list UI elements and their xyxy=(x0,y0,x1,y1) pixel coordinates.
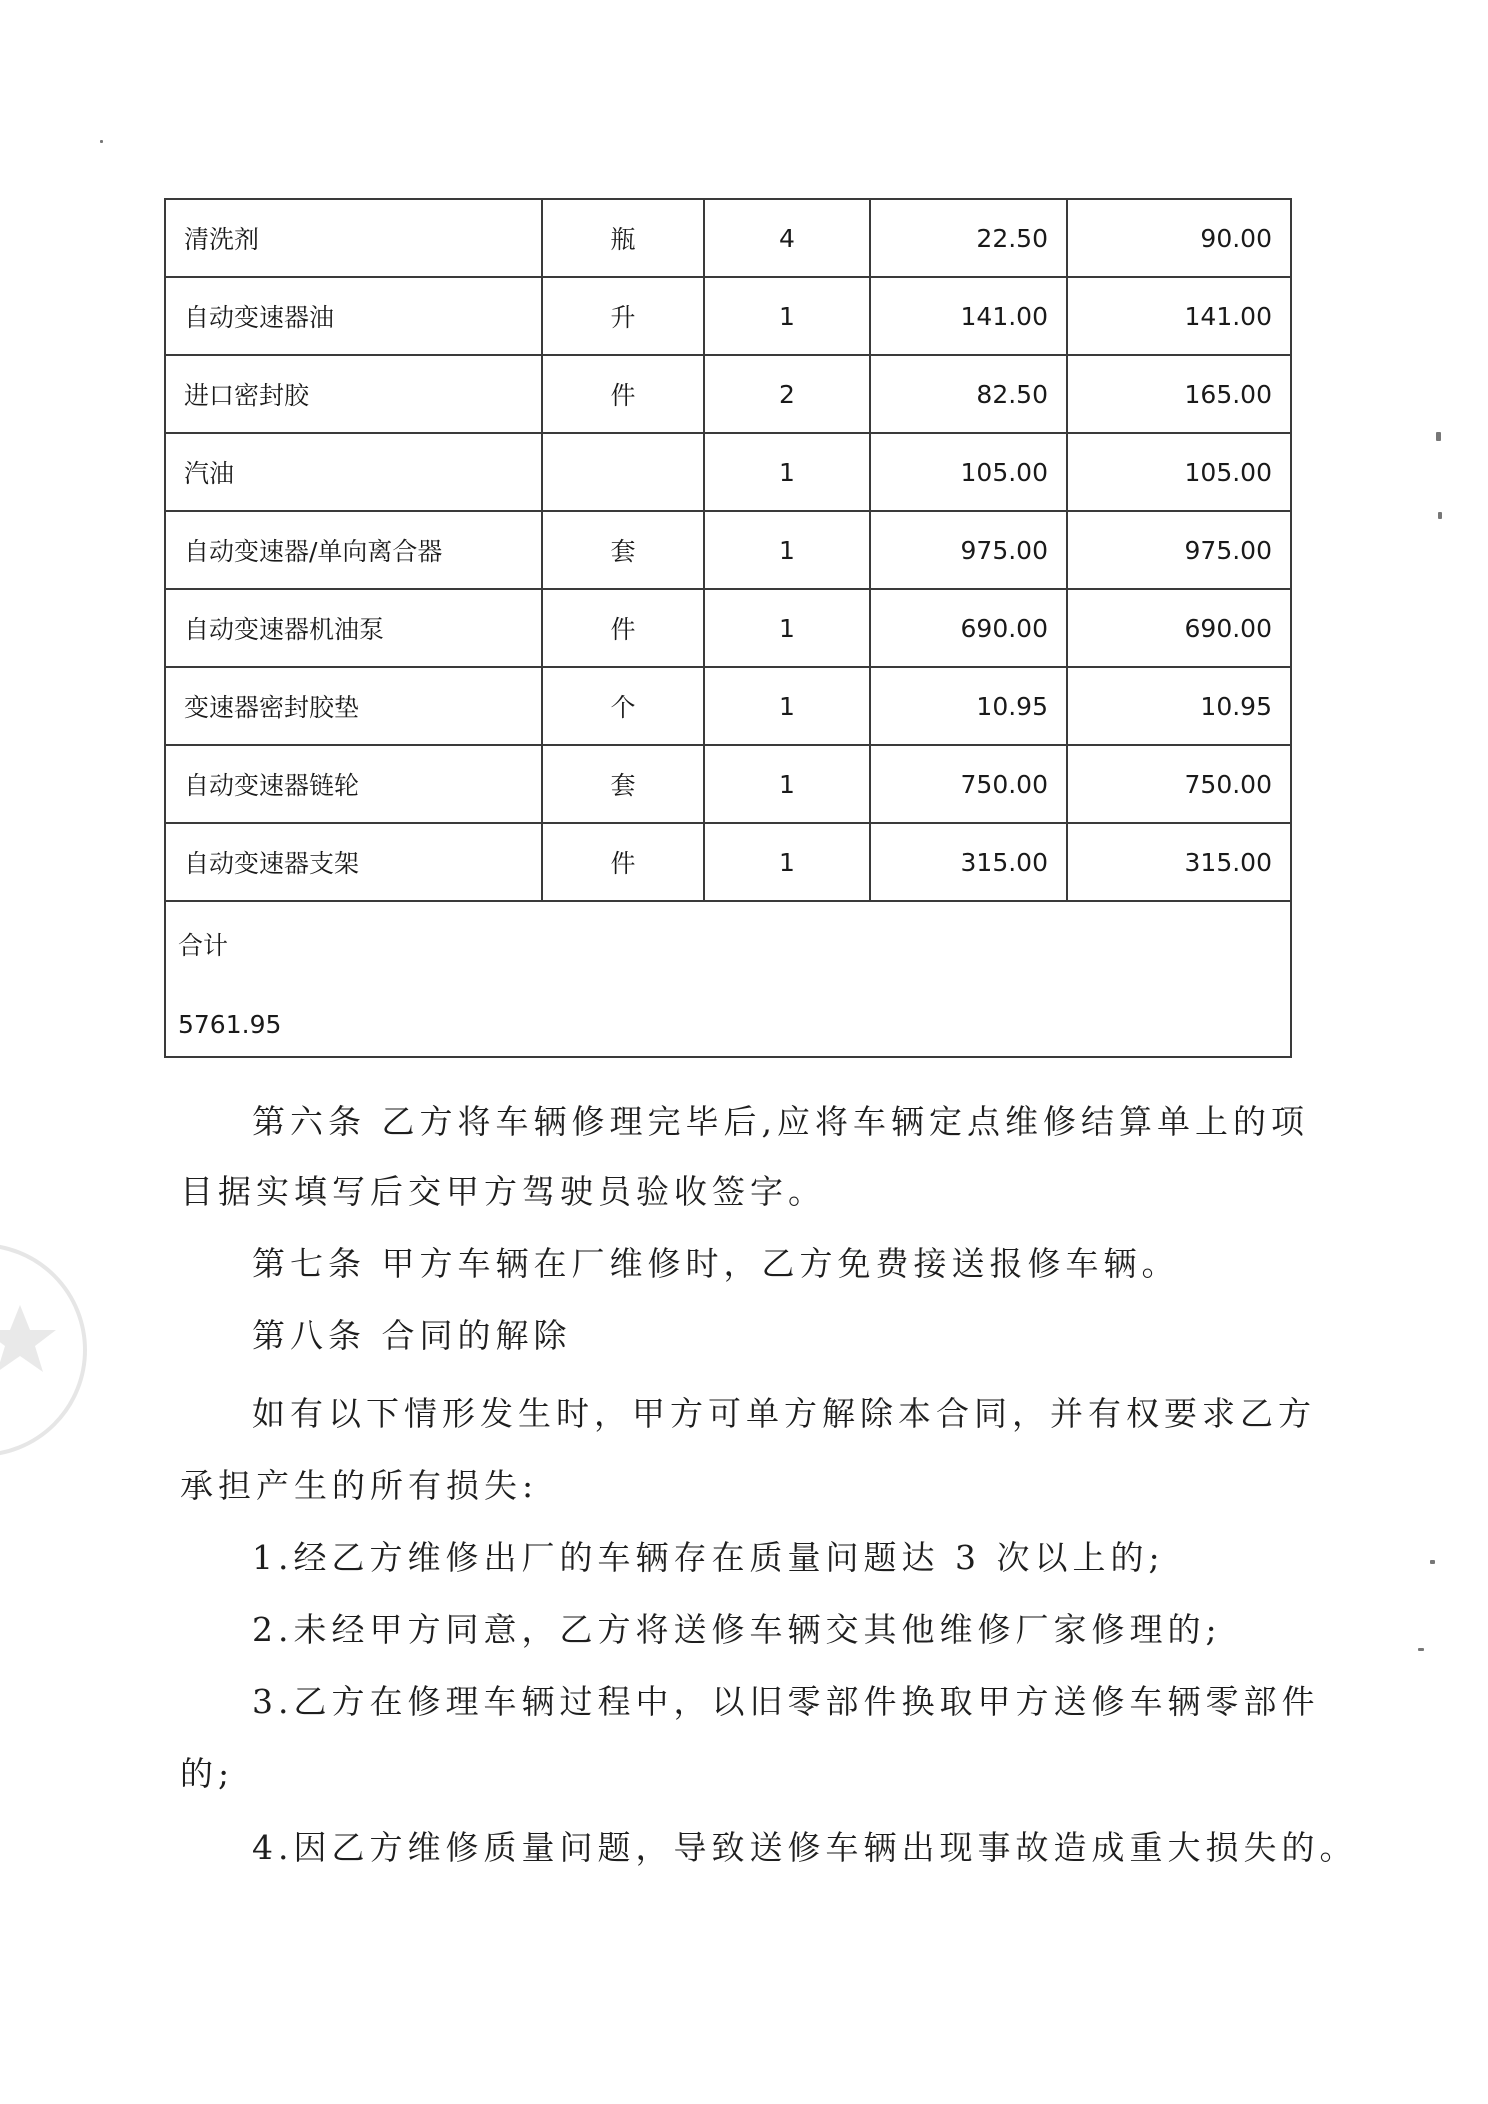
paragraph-article-8-heading: 第八条 合同的解除 xyxy=(252,1316,572,1355)
cell-amount: 141.00 xyxy=(1067,277,1291,355)
cell-name: 汽油 xyxy=(165,433,542,511)
cell-unit: 件 xyxy=(542,823,704,901)
cell-qty: 1 xyxy=(704,433,870,511)
paragraph-termination-intro-line-2: 承担产生的所有损失: xyxy=(180,1466,539,1505)
scan-speck xyxy=(1438,512,1442,519)
paragraph-condition-4: 4.因乙方维修质量问题，导致送修车辆出现事故造成重大损失的。 xyxy=(252,1828,1358,1867)
cell-name: 自动变速器支架 xyxy=(165,823,542,901)
cell-qty: 1 xyxy=(704,823,870,901)
total-cell xyxy=(165,901,1291,1057)
paragraph-condition-3-line-2: 的; xyxy=(180,1754,235,1793)
scan-speck xyxy=(1436,432,1441,441)
table-row xyxy=(165,277,1291,355)
cell-unit: 瓶 xyxy=(542,199,704,277)
table-row xyxy=(165,823,1291,901)
paragraph-article-6-line-1: 第六条 乙方将车辆修理完毕后,应将车辆定点维修结算单上的项 xyxy=(252,1102,1309,1141)
cell-name: 自动变速器链轮 xyxy=(165,745,542,823)
table-row xyxy=(165,199,1291,277)
cell-unit: 个 xyxy=(542,667,704,745)
paragraph-article-7: 第七条 甲方车辆在厂维修时，乙方免费接送报修车辆。 xyxy=(252,1244,1180,1283)
cell-unit: 套 xyxy=(542,745,704,823)
paragraph-condition-1: 1.经乙方维修出厂的车辆存在质量问题达 3 次以上的; xyxy=(252,1538,1165,1577)
total-row xyxy=(165,901,1291,1057)
table-row xyxy=(165,433,1291,511)
table-row xyxy=(165,667,1291,745)
cell-qty: 1 xyxy=(704,667,870,745)
cell-price: 10.95 xyxy=(870,667,1067,745)
cell-qty: 1 xyxy=(704,277,870,355)
table-row xyxy=(165,589,1291,667)
cell-price: 141.00 xyxy=(870,277,1067,355)
cell-name: 自动变速器油 xyxy=(165,277,542,355)
cell-unit xyxy=(542,433,704,511)
cell-unit: 件 xyxy=(542,355,704,433)
cell-amount: 10.95 xyxy=(1067,667,1291,745)
scan-speck xyxy=(100,140,103,143)
cell-amount: 315.00 xyxy=(1067,823,1291,901)
paragraph-condition-2: 2.未经甲方同意，乙方将送修车辆交其他维修厂家修理的; xyxy=(252,1610,1222,1649)
table-row xyxy=(165,511,1291,589)
total-value: 5761.95 xyxy=(178,1010,282,1039)
cell-name: 清洗剂 xyxy=(165,199,542,277)
cell-qty: 2 xyxy=(704,355,870,433)
cell-qty: 1 xyxy=(704,745,870,823)
cell-price: 750.00 xyxy=(870,745,1067,823)
parts-table xyxy=(164,198,1292,1058)
total-label: 合计 xyxy=(178,931,229,960)
cell-amount: 975.00 xyxy=(1067,511,1291,589)
cell-price: 105.00 xyxy=(870,433,1067,511)
cell-amount: 750.00 xyxy=(1067,745,1291,823)
cell-amount: 90.00 xyxy=(1067,199,1291,277)
paragraph-article-6-line-2: 目据实填写后交甲方驾驶员验收签字。 xyxy=(180,1172,826,1211)
cell-amount: 165.00 xyxy=(1067,355,1291,433)
parts-table-body xyxy=(165,199,1291,901)
cell-name: 自动变速器机油泵 xyxy=(165,589,542,667)
cell-unit: 件 xyxy=(542,589,704,667)
cell-name: 进口密封胶 xyxy=(165,355,542,433)
cell-name: 变速器密封胶垫 xyxy=(165,667,542,745)
table-row xyxy=(165,355,1291,433)
cell-price: 22.50 xyxy=(870,199,1067,277)
table-row xyxy=(165,745,1291,823)
scan-speck xyxy=(1430,1560,1435,1564)
cell-unit: 升 xyxy=(542,277,704,355)
cell-price: 82.50 xyxy=(870,355,1067,433)
cell-price: 975.00 xyxy=(870,511,1067,589)
stamp-fragment-icon xyxy=(0,1200,90,1500)
cell-qty: 1 xyxy=(704,589,870,667)
cell-price: 315.00 xyxy=(870,823,1067,901)
cell-name: 自动变速器/单向离合器 xyxy=(165,511,542,589)
cell-price: 690.00 xyxy=(870,589,1067,667)
paragraph-condition-3-line-1: 3.乙方在修理车辆过程中，以旧零部件换取甲方送修车辆零部件 xyxy=(252,1682,1320,1721)
cell-amount: 105.00 xyxy=(1067,433,1291,511)
paragraph-termination-intro-line-1: 如有以下情形发生时，甲方可单方解除本合同，并有权要求乙方 xyxy=(252,1394,1316,1433)
cell-qty: 1 xyxy=(704,511,870,589)
cell-unit: 套 xyxy=(542,511,704,589)
scan-speck xyxy=(1418,1648,1424,1651)
cell-amount: 690.00 xyxy=(1067,589,1291,667)
cell-qty: 4 xyxy=(704,199,870,277)
